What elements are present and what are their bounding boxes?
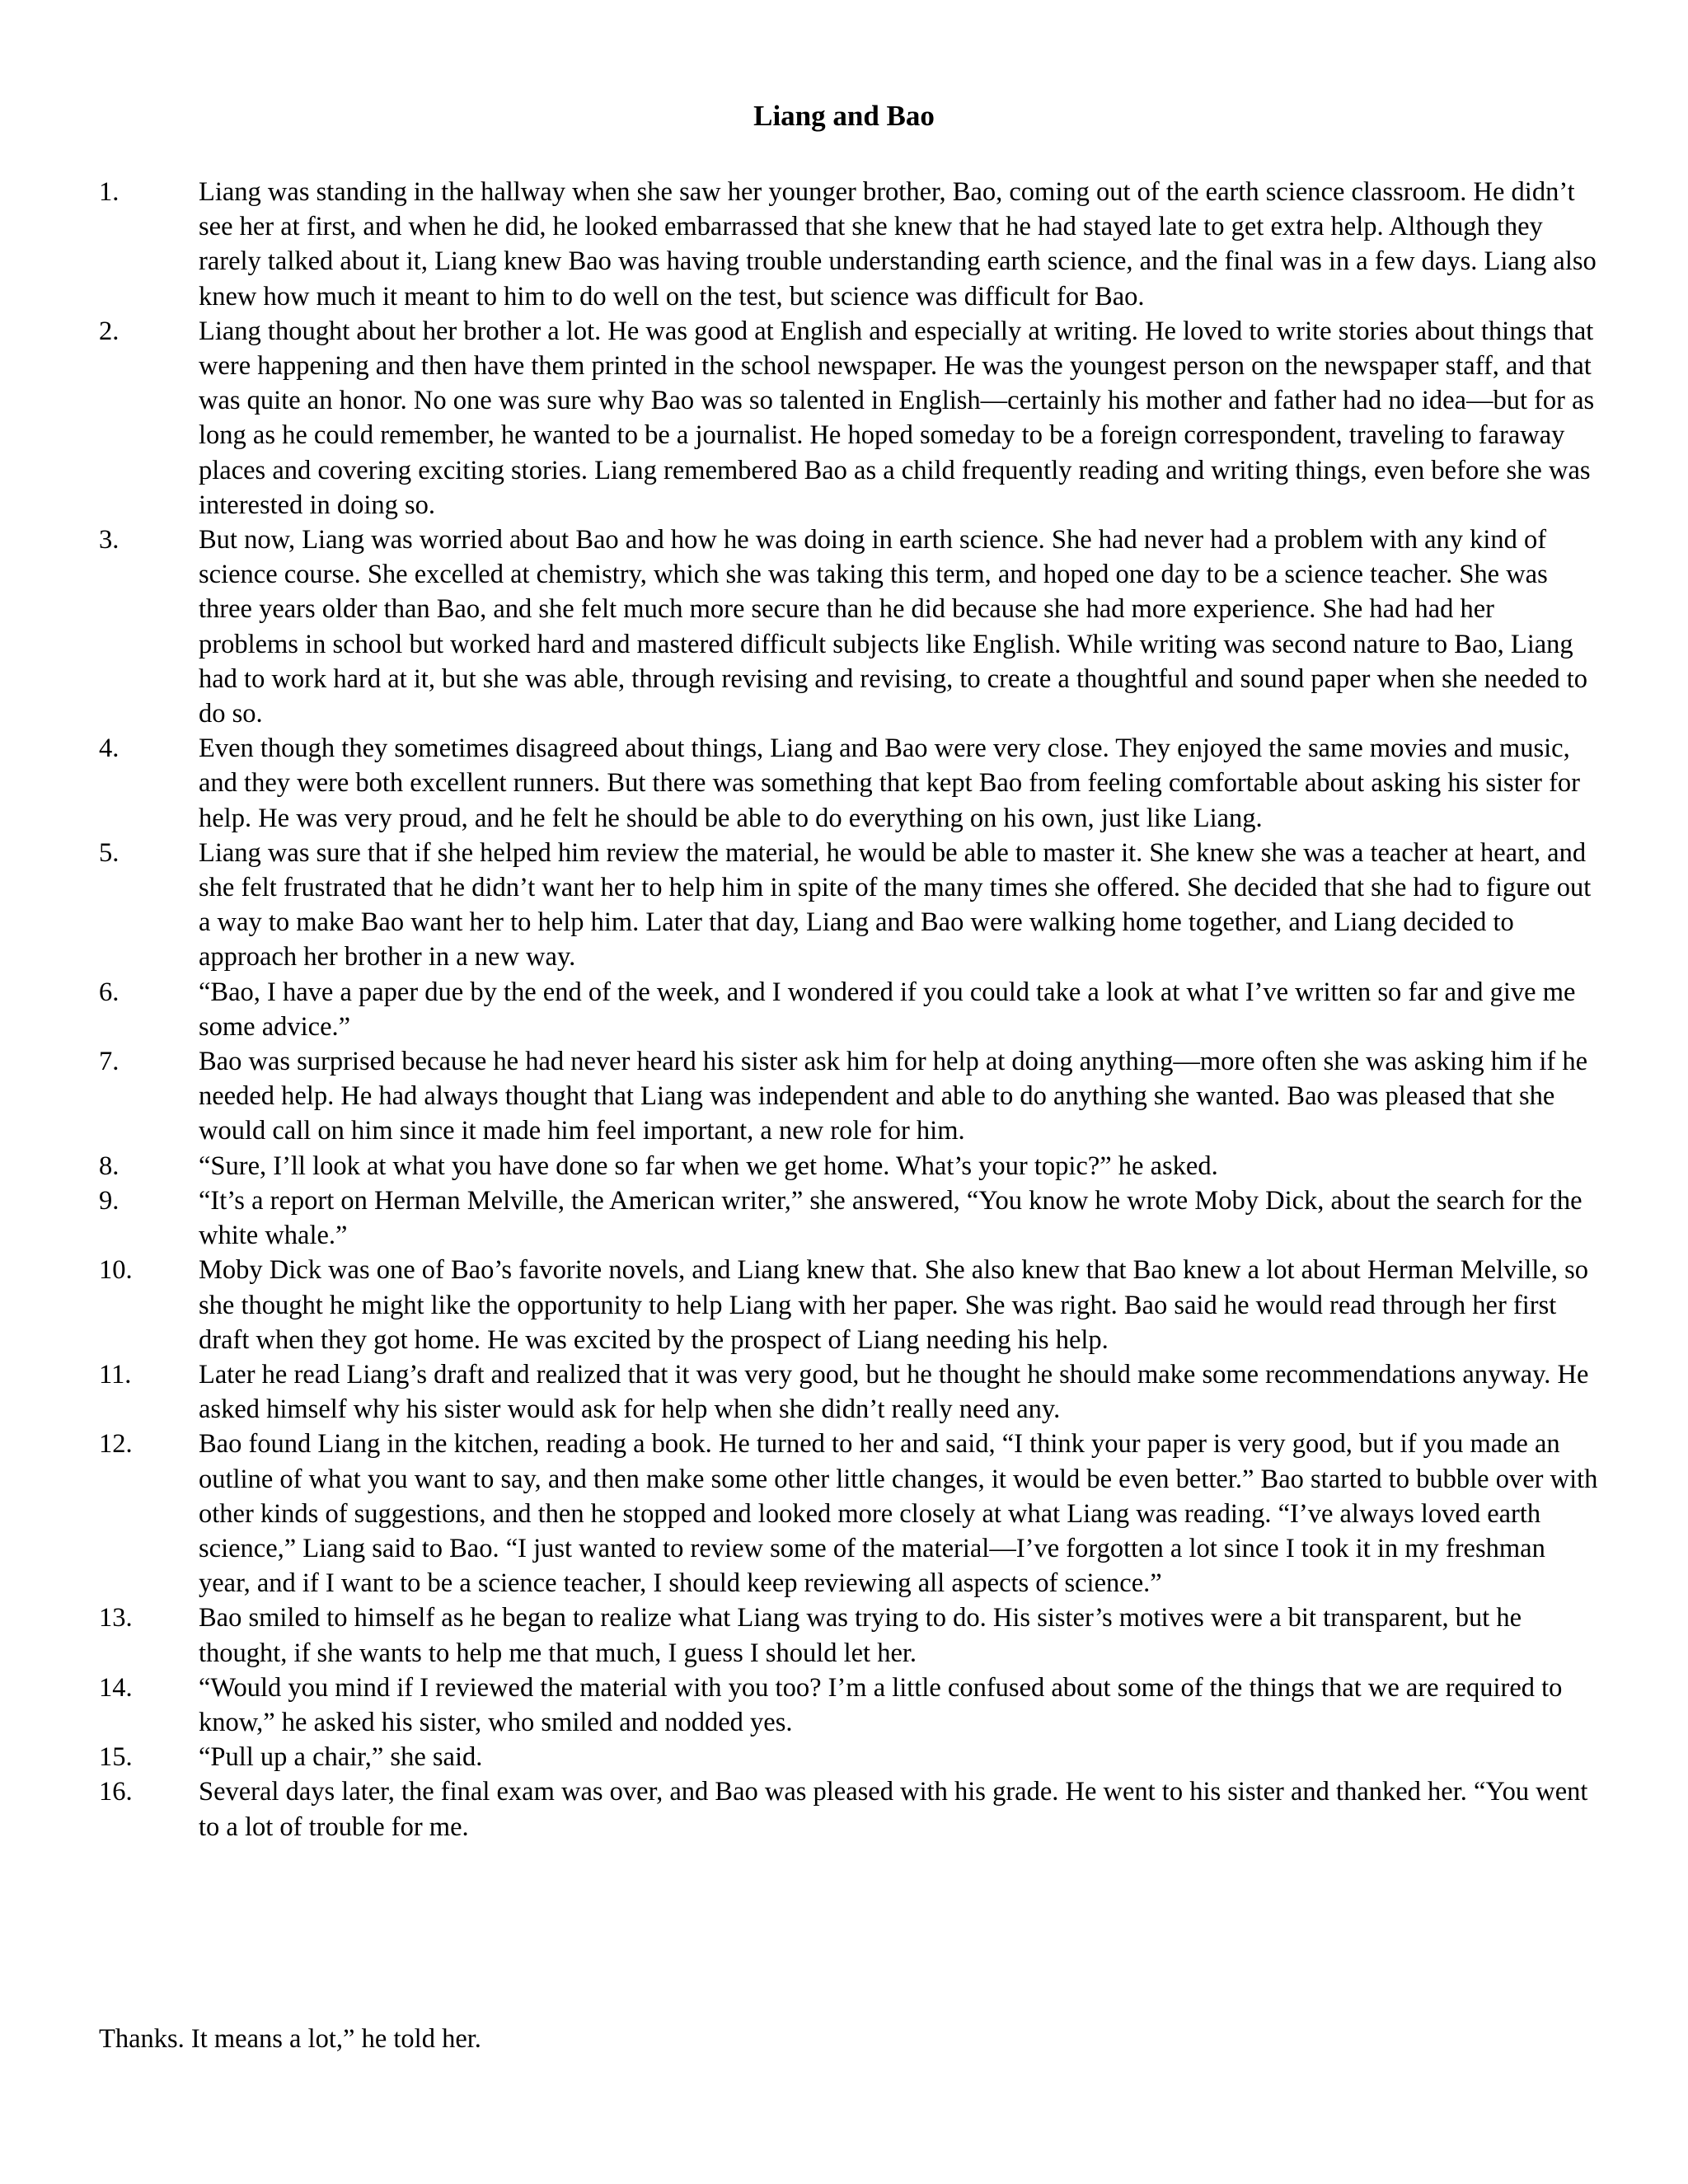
paragraph-5: [99, 836, 1599, 975]
paragraph-number: 13.: [99, 1603, 133, 1633]
paragraph-list: [99, 175, 1599, 1844]
paragraph-number: 5.: [99, 837, 120, 868]
paragraph-text: Liang thought about her brother a lot. He was good at English and especially at writing. He loved to write stories about things that were happening and then have them printed in the school newspaper. He was the youngest person on the newspaper staff, and that was quite an honor. No one was sure why Bao was so talented in English—certainly his mother and father had no idea—but for as long as he could remember, he wanted to be a journalist. He hoped someday to be a foreign correspondent, traveling to faraway places and covering exciting stories. Liang remembered Bao as a child frequently reading and writing things, even before she was interested in doing so.: [199, 316, 1595, 520]
paragraph-text: “Would you mind if I reviewed the material with you too? I’m a little confused about some of the things that we are required to know,” he asked his sister, who smiled and nodded yes.: [199, 1672, 1563, 1737]
closing-line: Thanks. It means a lot,” he told her.: [99, 2024, 481, 2054]
paragraph-12: [99, 1427, 1599, 1601]
paragraph-text: Liang was standing in the hallway when she saw her younger brother, Bao, coming out of the earth science classroom. He didn’t see her at first, and when he did, he looked embarrassed that she knew that he had stayed late to get extra help. Although they rarely talked about it, Liang knew Bao was having trouble understanding earth science, and the final was in a few days. Liang also knew how much it meant to him to do well on the test, but science was difficult for Bao.: [199, 177, 1597, 312]
paragraph-number: 10.: [99, 1255, 133, 1286]
document-title: Liang and Bao: [753, 100, 935, 132]
paragraph-text: “It’s a report on Herman Melville, the American writer,” she answered, “You know he wrote Moby Dick, about the search for the white whale.”: [199, 1185, 1582, 1251]
paragraph-1: [99, 175, 1599, 314]
paragraph-number: 9.: [99, 1185, 120, 1216]
paragraph-number: 11.: [99, 1359, 132, 1390]
paragraph-2: [99, 314, 1599, 523]
paragraph-15: [99, 1740, 1599, 1774]
paragraph-7: [99, 1044, 1599, 1149]
paragraph-3: [99, 523, 1599, 731]
paragraph-6: [99, 975, 1599, 1044]
paragraph-number: 7.: [99, 1047, 120, 1077]
paragraph-text: Moby Dick was one of Bao’s favorite novels, and Liang knew that. She also knew that Bao knew a lot about Herman Melville, so she thought he might like the opportunity to help Liang with her paper. She was right. Bao said he would read through her first draft when they got home. He was excited by the prospect of Liang needing his help.: [199, 1255, 1589, 1355]
paragraph-number: 1.: [99, 177, 120, 207]
paragraph-number: 4.: [99, 733, 120, 764]
paragraph-16: [99, 1774, 1599, 1844]
paragraph-text: Even though they sometimes disagreed about things, Liang and Bao were very close. They enjoyed the same movies and music, and they were both excellent runners. But there was something that kept Bao from feeling comfortable about asking his sister for help. He was very proud, and he felt he should be able to do everything on his own, just like Liang.: [199, 733, 1580, 833]
paragraph-text: Later he read Liang’s draft and realized that it was very good, but he thought he should make some recommendations anyway. He asked himself why his sister would ask for help when she didn’t really need any.: [199, 1359, 1589, 1425]
paragraph-14: [99, 1671, 1599, 1740]
paragraph-number: 8.: [99, 1151, 120, 1181]
paragraph-text: “Pull up a chair,” she said.: [199, 1742, 483, 1773]
paragraph-11: [99, 1357, 1599, 1427]
paragraph-text: “Bao, I have a paper due by the end of the week, and I wondered if you could take a look at what I’ve written so far and give me some advice.”: [199, 977, 1576, 1042]
paragraph-number: 15.: [99, 1742, 133, 1773]
paragraph-number: 2.: [99, 316, 120, 346]
paragraph-text: Bao was surprised because he had never heard his sister ask him for help at doing anything—more often she was asking him if he needed help. He had always thought that Liang was independent and able to do anything she wanted. Bao was pleased that she would call on him since it made him feel important, a new role for him.: [199, 1047, 1588, 1146]
paragraph-text: Liang was sure that if she helped him review the material, he would be able to master it. She knew she was a teacher at heart, and she felt frustrated that he didn’t want her to help him in spite of the many times she offered. She decided that she had to figure out a way to make Bao want her to help him. Later that day, Liang and Bao were walking home together, and Liang decided to approach her brother in a new way.: [199, 837, 1592, 972]
paragraph-text: But now, Liang was worried about Bao and how he was doing in earth science. She had never had a problem with any kind of science course. She excelled at chemistry, which she was taking this term, and hoped one day to be a science teacher. She was three years older than Bao, and she felt much more secure than he did because she had more experience. She had had her problems in school but worked hard and mastered difficult subjects like English. While writing was second nature to Bao, Liang had to work hard at it, but she was able, through revising and revising, to create a thoughtful and sound paper when she needed to do so.: [199, 525, 1588, 729]
paragraph-number: 6.: [99, 977, 120, 1007]
paragraph-13: [99, 1601, 1599, 1670]
paragraph-number: 14.: [99, 1672, 133, 1703]
paragraph-number: 12.: [99, 1429, 133, 1460]
paragraph-8: [99, 1149, 1599, 1183]
paragraph-10: [99, 1253, 1599, 1357]
paragraph-9: [99, 1183, 1599, 1253]
paragraph-4: [99, 731, 1599, 836]
paragraph-text: Several days later, the final exam was over, and Bao was pleased with his grade. He went to his sister and thanked her. “You went to a lot of trouble for me.: [199, 1777, 1588, 1842]
paragraph-text: Bao found Liang in the kitchen, reading a book. He turned to her and said, “I think your paper is very good, but if you made an outline of what you want to say, and then make some other little changes, it would be even better.” Bao started to bubble over with other kinds of suggestions, and then he stopped and looked more closely at what Liang was reading. “I’ve always loved earth science,” Liang said to Bao. “I just wanted to review some of the material—I’ve forgotten a lot since I took it in my freshman year, and if I want to be a science teacher, I should keep reviewing all aspects of science.”: [199, 1429, 1598, 1599]
paragraph-number: 16.: [99, 1777, 133, 1807]
paragraph-text: “Sure, I’ll look at what you have done so far when we get home. What’s your topic?” he asked.: [199, 1151, 1218, 1181]
paragraph-number: 3.: [99, 525, 120, 555]
paragraph-text: Bao smiled to himself as he began to realize what Liang was trying to do. His sister’s motives were a bit transparent, but he thought, if she wants to help me that much, I guess I should let her.: [199, 1603, 1522, 1668]
